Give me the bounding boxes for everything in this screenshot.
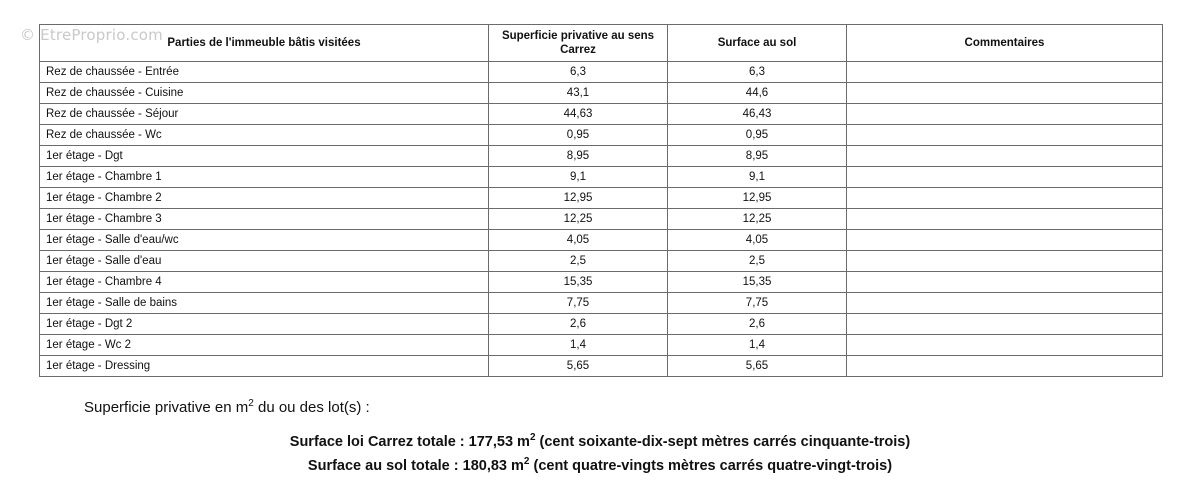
ground-surface-cell: 12,95: [668, 188, 847, 209]
sol-total: [0, 452, 1200, 476]
ground-surface-cell: 9,1: [668, 167, 847, 188]
header-ground-surface: Surface au sol: [668, 25, 847, 62]
intro-superscript: 2: [248, 398, 254, 409]
table-row: [40, 293, 1163, 314]
carrez-value-cell: 7,75: [489, 293, 668, 314]
room-name-cell: Rez de chaussée - Entrée: [40, 62, 489, 83]
carrez-total: [0, 428, 1200, 452]
ground-surface-cell: 15,35: [668, 272, 847, 293]
room-name-cell: 1er étage - Wc 2: [40, 335, 489, 356]
comment-cell: [847, 146, 1163, 167]
ground-surface-cell: 5,65: [668, 356, 847, 377]
carrez-value-cell: 43,1: [489, 83, 668, 104]
table-row: [40, 230, 1163, 251]
ground-surface-cell: 0,95: [668, 125, 847, 146]
carrez-value-cell: 6,3: [489, 62, 668, 83]
carrez-value-cell: 4,05: [489, 230, 668, 251]
surface-intro: [84, 398, 370, 416]
ground-surface-cell: 1,4: [668, 335, 847, 356]
header-rooms: Parties de l'immeuble bâtis visitées: [40, 25, 489, 62]
room-name-cell: 1er étage - Salle d'eau/wc: [40, 230, 489, 251]
table-row: [40, 125, 1163, 146]
comment-cell: [847, 209, 1163, 230]
carrez-value-cell: 44,63: [489, 104, 668, 125]
intro-text-end: du ou des lot(s) :: [253, 399, 370, 416]
comment-cell: [847, 167, 1163, 188]
room-name-cell: 1er étage - Dgt 2: [40, 314, 489, 335]
room-name-cell: 1er étage - Salle de bains: [40, 293, 489, 314]
table-row: [40, 62, 1163, 83]
carrez-value-cell: 2,5: [489, 251, 668, 272]
header-carrez: Superficie privative au sens Carrez: [489, 25, 668, 62]
ground-surface-cell: 12,25: [668, 209, 847, 230]
comment-cell: [847, 314, 1163, 335]
comment-cell: [847, 293, 1163, 314]
carrez-value-cell: 2,6: [489, 314, 668, 335]
room-name-cell: 1er étage - Chambre 3: [40, 209, 489, 230]
table-row: [40, 335, 1163, 356]
room-name-cell: 1er étage - Dressing: [40, 356, 489, 377]
comment-cell: [847, 230, 1163, 251]
comment-cell: [847, 188, 1163, 209]
sol-superscript: 2: [523, 455, 530, 467]
carrez-value-cell: 0,95: [489, 125, 668, 146]
room-name-cell: 1er étage - Dgt: [40, 146, 489, 167]
ground-surface-cell: 8,95: [668, 146, 847, 167]
carrez-value-cell: 15,35: [489, 272, 668, 293]
ground-surface-cell: 46,43: [668, 104, 847, 125]
room-name-cell: 1er étage - Chambre 1: [40, 167, 489, 188]
header-row: [40, 25, 1163, 62]
table-row: [40, 356, 1163, 377]
intro-text: Superficie privative en m: [84, 399, 249, 416]
room-name-cell: 1er étage - Salle d'eau: [40, 251, 489, 272]
ground-surface-cell: 6,3: [668, 62, 847, 83]
comment-cell: [847, 356, 1163, 377]
table-row: [40, 314, 1163, 335]
table-row: [40, 251, 1163, 272]
room-name-cell: 1er étage - Chambre 4: [40, 272, 489, 293]
table-row: [40, 188, 1163, 209]
table-body: [40, 62, 1163, 377]
comment-cell: [847, 272, 1163, 293]
carrez-total-words: (cent soixante-dix-sept mètres carrés cinquante-trois): [535, 433, 911, 450]
table-row: [40, 272, 1163, 293]
comment-cell: [847, 335, 1163, 356]
watermark: © EtreProprio.com: [20, 26, 163, 44]
ground-surface-cell: 2,5: [668, 251, 847, 272]
table-row: [40, 209, 1163, 230]
comment-cell: [847, 83, 1163, 104]
table-row: [40, 167, 1163, 188]
comment-cell: [847, 104, 1163, 125]
comment-cell: [847, 62, 1163, 83]
ground-surface-cell: 44,6: [668, 83, 847, 104]
ground-surface-cell: 2,6: [668, 314, 847, 335]
carrez-value-cell: 12,25: [489, 209, 668, 230]
ground-surface-cell: 7,75: [668, 293, 847, 314]
table-row: [40, 83, 1163, 104]
table-header: [40, 25, 1163, 62]
sol-total-text: Surface au sol totale : 180,83 m: [307, 457, 524, 474]
carrez-value-cell: 8,95: [489, 146, 668, 167]
carrez-superscript: 2: [529, 432, 536, 443]
comment-cell: [847, 251, 1163, 272]
table-row: [40, 146, 1163, 167]
carrez-value-cell: 12,95: [489, 188, 668, 209]
sol-total-words: (cent quatre-vingts mètres carrés quatre-vingt-trois): [529, 457, 893, 474]
carrez-value-cell: 9,1: [489, 167, 668, 188]
room-name-cell: Rez de chaussée - Wc: [40, 125, 489, 146]
carrez-value-cell: 5,65: [489, 356, 668, 377]
table-row: [40, 104, 1163, 125]
room-name-cell: Rez de chaussée - Cuisine: [40, 83, 489, 104]
carrez-value-cell: 1,4: [489, 335, 668, 356]
ground-surface-cell: 4,05: [668, 230, 847, 251]
header-comments: Commentaires: [847, 25, 1163, 62]
comment-cell: [847, 125, 1163, 146]
room-name-cell: Rez de chaussée - Séjour: [40, 104, 489, 125]
surface-table: [39, 24, 1163, 377]
room-name-cell: 1er étage - Chambre 2: [40, 188, 489, 209]
totals-block: [0, 428, 1200, 476]
carrez-total-text: Surface loi Carrez totale : 177,53 m: [289, 433, 530, 450]
